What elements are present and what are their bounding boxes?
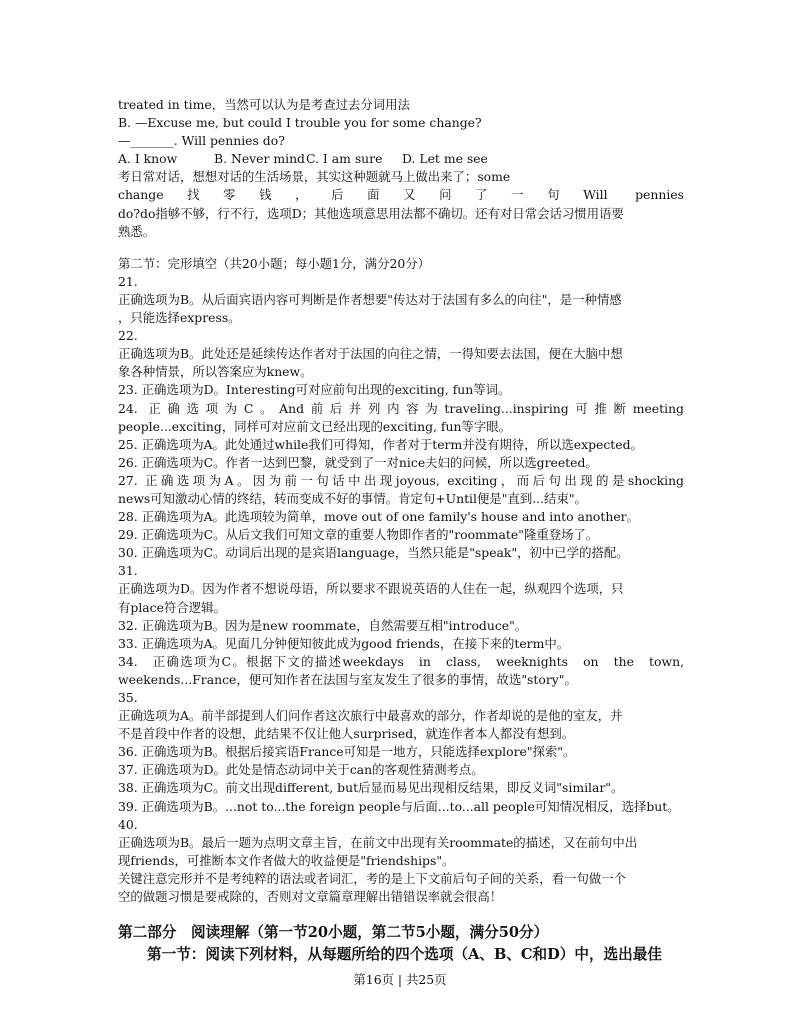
- option-c: C. I am sure: [306, 151, 383, 167]
- text-line: do?do指够不够，行不行，选项D；其他选项意思用法都不确切。还有对日常会话习惯用语要: [118, 205, 624, 221]
- answer-line: 25. 正确选项为A。此处通过while我们可得知，作者对于term并没有期待，所以选expected。: [118, 436, 643, 452]
- tip-line: 空的做题习惯是要戒除的，否则对文章篇章理解出错错误率就会很高！: [118, 889, 503, 905]
- text-line: treated in time，当然可以认为是考查过去分词用法: [118, 97, 410, 112]
- option-a: A. I know: [118, 151, 178, 167]
- part-section-title: 第一节：阅读下列材料，从每题所给的四个选项（A、B、C和D）中，选出最佳: [147, 946, 662, 964]
- option-d: D. Let me see: [402, 151, 488, 167]
- text-line: 熟悉。: [118, 223, 156, 239]
- answer-line: 26. 正确选项为C。作者一达到巴黎，就受到了一对nice夫妇的问候，所以选greeted。: [118, 454, 598, 470]
- page-footer: 第16页 | 共25页: [353, 972, 447, 987]
- text-line: 考日常对话，想想对话的生活场景，其实这种题就马上做出来了；some: [118, 169, 511, 185]
- question-number: 35.: [118, 690, 138, 705]
- question-number: 22.: [118, 328, 138, 344]
- question-line: B. —Excuse me, but could I trouble you for some change?: [118, 115, 482, 131]
- answer-line: 正确选项为B。从后面宾语内容可判断是作者想要"传达对于法国有多么的向往"，是一种情感: [118, 291, 622, 307]
- answer-line: 34. 正确选项为C。根据下文的描述weekdays in class, weeknights on the town,: [118, 653, 684, 669]
- answer-line: 正确选项为B。最后一题为点明文章主旨，在前文中出现有关roommate的描述，又在前句中出: [118, 834, 638, 850]
- answer-line: 37. 正确选项为D。此处是情态动词中关于can的客观性猜测考点。: [118, 762, 484, 778]
- text-line: change找零钱，后面又问了一句Will pennies: [118, 187, 684, 203]
- answer-line: 象各种情景，所以答案应为knew。: [118, 364, 313, 380]
- question-number: 31.: [118, 563, 138, 579]
- answer-line: 正确选项为B。此处还是延续传达作者对于法国的向往之情，一得知要去法国，便在大脑中想: [118, 346, 623, 362]
- options-line: [118, 150, 684, 168]
- answer-line: ，只能选择express。: [118, 310, 241, 326]
- answer-line: news可知激动心情的终结，转而变成不好的事情。肯定句+Until便是"直到...结束"。: [118, 490, 587, 506]
- part-title: 第二部分 阅读理解（第一节20小题，第二节5小题，满分50分）: [118, 924, 549, 942]
- answer-line: 39. 正确选项为B。...not to...the foreign people与后面...to...all people可知情况相反，选择but。: [118, 798, 680, 814]
- section-title: 第二节：完形填空（共20小题；每小题1分，满分20分）: [118, 255, 431, 271]
- answer-line: 29. 正确选项为C。从后文我们可知文章的重要人物即作者的"roommate"隆重登场了。: [118, 527, 599, 543]
- answer-line: 24. 正确选项为C。And前后并列内容为traveling...inspiring可推断meeting: [118, 400, 684, 416]
- page-content: [118, 96, 684, 966]
- answer-line: 33. 正确选项为A。见面几分钟便知彼此成为good friends，在接下来的term中。: [118, 635, 570, 651]
- answer-blank-line: —_______. Will pennies do?: [118, 133, 285, 149]
- answer-line: 有place符合逻辑。: [118, 599, 226, 615]
- answer-line: 27. 正确选项为A。因为前一句话中出现joyous, exciting，而后句出现的是shocking: [118, 472, 684, 488]
- answer-line: 28. 正确选项为A。此选项较为简单，move out of one family's house and into another。: [118, 509, 639, 525]
- answer-line: 正确选项为D。因为作者不想说母语，所以要求不跟说英语的人住在一起，纵观四个选项，只: [118, 581, 624, 597]
- answer-line: weekends...France，便可知作者在法国与室友发生了很多的事情，故选"story"。: [118, 671, 577, 687]
- answer-line: 正确选项为A。前半部提到人们问作者这次旅行中最喜欢的部分，作者却说的是他的室友，并: [118, 708, 623, 724]
- answer-line: 不是首段中作者的设想，此结果不仅让他人surprised，就连作者本人都没有想到。: [118, 726, 575, 742]
- option-b: B. Never mind: [214, 151, 305, 167]
- tip-line: 关键注意完形并不是考纯粹的语法或者词汇，考的是上下文前后句子间的关系，看一句做一个: [118, 870, 627, 886]
- answer-line: 30. 正确选项为C。动词后出现的是宾语language，当然只能是"speak"，初中已学的搭配。: [118, 545, 629, 561]
- answer-line: people...exciting，同样可对应前文已经出现的exciting, fun等字眼。: [118, 418, 511, 434]
- answer-line: 32. 正确选项为B。因为是new roommate，自然需要互相"introduce"。: [118, 617, 528, 633]
- answer-line: 23. 正确选项为D。Interesting可对应前句出现的exciting, fun等词。: [118, 382, 511, 398]
- question-number: 21.: [118, 273, 138, 289]
- answer-line: 36. 正确选项为B。根据后接宾语France可知是一地方，只能选择explore"探索"。: [118, 744, 576, 760]
- question-number: 40.: [118, 816, 138, 832]
- answer-line: 38. 正确选项为C。前文出现different, but后显而易见出现相反结果，即反义词"similar"。: [118, 780, 624, 796]
- answer-line: 现friends，可推断本文作者做大的收益便是"friendships"。: [118, 852, 455, 868]
